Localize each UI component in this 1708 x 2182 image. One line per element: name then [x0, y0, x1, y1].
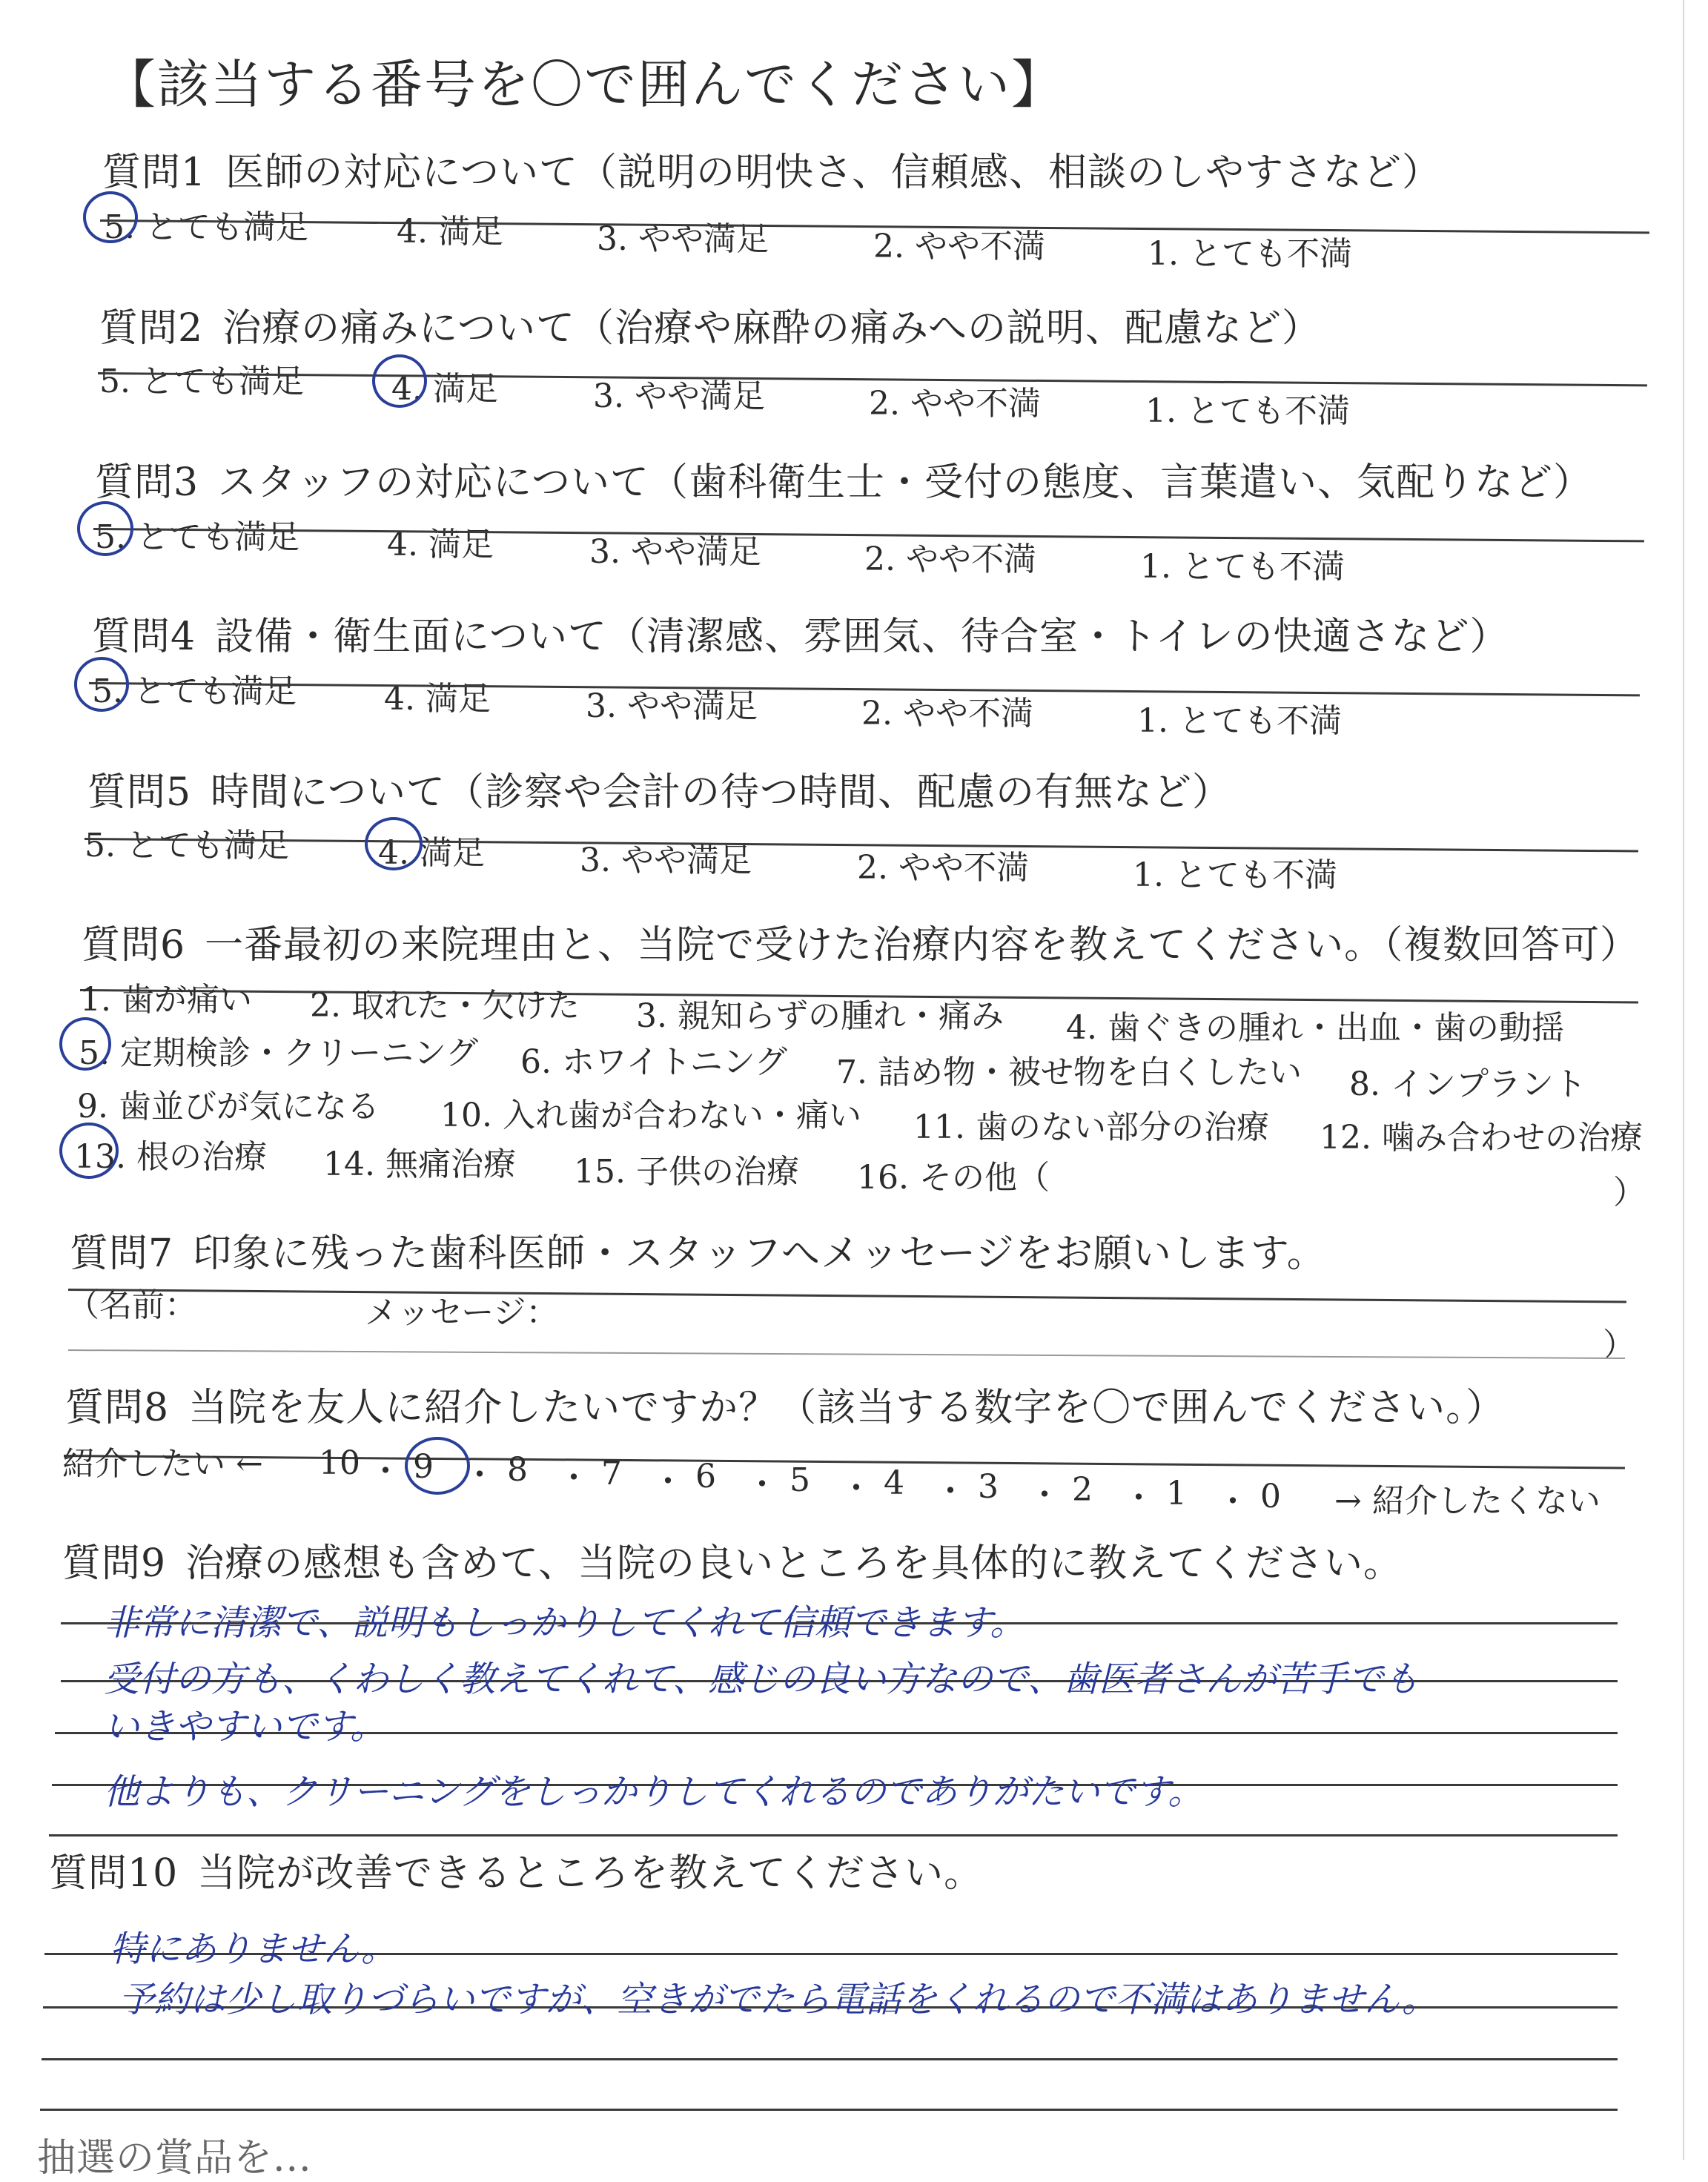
- q8-scale-3[interactable]: 3: [978, 1467, 999, 1506]
- q8-scale-separator: ・: [369, 1452, 402, 1490]
- q8-scale-10[interactable]: 10: [319, 1444, 360, 1482]
- q8-scale-9[interactable]: 9: [413, 1447, 434, 1486]
- q7-message-label: メッセージ：: [365, 1294, 559, 1332]
- q2-option-2[interactable]: 2. やや不満: [869, 385, 1041, 423]
- q9-answer-3: いきやすいです。: [104, 1706, 386, 1748]
- question-6: [82, 913, 1639, 969]
- q5-option-1[interactable]: 1. とても不満: [1133, 856, 1337, 894]
- q6-selected-circle-13: [59, 1123, 119, 1179]
- q1-option-4[interactable]: 4. 満足: [397, 213, 503, 251]
- q1-option-2[interactable]: 2. やや不満: [873, 228, 1045, 265]
- question-number: 質問6: [82, 923, 186, 968]
- q6-option-3[interactable]: 3. 親知らずの腫れ・痛み: [636, 997, 1004, 1035]
- q6-option-13[interactable]: 13. 根の治療: [74, 1138, 267, 1176]
- q5-selected-circle: [365, 817, 423, 870]
- q5-option-4[interactable]: 4. 満足: [378, 834, 485, 872]
- question-1: [102, 141, 1441, 196]
- question-text: 当院が改善できるところを教えてください。: [197, 1851, 984, 1896]
- q6-option-6[interactable]: 6. ホワイトニング: [520, 1043, 788, 1081]
- q7-message-line: [68, 1349, 1625, 1359]
- q8-scale-5[interactable]: 5: [790, 1461, 810, 1499]
- question-text: 時間について（診察や会計の待つ時間、配慮の有無など）: [211, 770, 1232, 815]
- q9-answer-4: 他よりも、クリーニングをしっかりしてくれるのでありがたいです。: [104, 1771, 1204, 1813]
- q6-option-11[interactable]: 11. 歯のない部分の治療: [913, 1108, 1269, 1146]
- q5-option-2[interactable]: 2. やや不満: [857, 849, 1029, 887]
- q8-scale-separator: ・: [840, 1469, 873, 1507]
- q8-right-label: → 紹介したくない: [1334, 1482, 1601, 1520]
- q6-option-14[interactable]: 14. 無痛治療: [323, 1145, 516, 1183]
- q5-option-5[interactable]: 5. とても満足: [85, 827, 289, 864]
- q6-option-10[interactable]: 10. 入れ歯が合わない・痛い: [440, 1097, 861, 1134]
- footer-fragment: 抽選の賞品を...: [37, 2136, 312, 2181]
- q3-selected-circle: [77, 501, 133, 556]
- question-5: [87, 761, 1231, 816]
- question-9: [62, 1532, 1403, 1587]
- question-number: 質問7: [70, 1231, 174, 1276]
- q8-scale-separator: ・: [557, 1459, 590, 1497]
- question-8: [65, 1376, 1505, 1432]
- q9-answer-2: 受付の方も、くわしく教えてくれて、感じの良い方なので、歯医者さんが苦手でも: [104, 1659, 1420, 1700]
- q3-option-1[interactable]: 1. とても不満: [1140, 548, 1345, 586]
- question-text: 治療の痛みについて（治療や麻酔の痛みへの説明、配慮など）: [222, 306, 1322, 351]
- q4-selected-circle: [74, 657, 129, 712]
- q6-close-paren: ）: [1613, 1174, 1646, 1211]
- q8-scale-4[interactable]: 4: [884, 1464, 904, 1502]
- q2-option-5[interactable]: 5. とても満足: [99, 363, 304, 400]
- question-text: 一番最初の来院理由と、当院で受けた治療内容を教えてください。（複数回答可）: [205, 923, 1640, 968]
- q8-selected-circle: [405, 1437, 470, 1495]
- q4-option-1[interactable]: 1. とても不満: [1137, 702, 1342, 740]
- q2-option-3[interactable]: 3. やや満足: [593, 377, 765, 415]
- question-7: [70, 1222, 1326, 1277]
- q4-option-2[interactable]: 2. やや不満: [861, 695, 1033, 733]
- q6-option-2[interactable]: 2. 取れた・欠けた: [310, 987, 580, 1025]
- q10-answer-1: 特にありません。: [110, 1928, 397, 1970]
- question-number: 質問10: [49, 1851, 179, 1896]
- q6-option-1[interactable]: 1. 歯が痛い: [80, 981, 252, 1019]
- q9-answer-1: 非常に清潔で、説明もしっかりしてくれて信頼できます。: [104, 1602, 1026, 1644]
- q4-option-4[interactable]: 4. 満足: [384, 680, 491, 718]
- question-number: 質問3: [95, 460, 199, 505]
- q8-scale-separator: ・: [1217, 1482, 1249, 1521]
- q8-scale-separator: ・: [463, 1455, 496, 1494]
- question-number: 質問8: [65, 1386, 170, 1430]
- page-edge: [1683, 0, 1684, 2160]
- q8-scale-separator: ・: [1122, 1479, 1155, 1517]
- q10-answer-line-3: [42, 2058, 1618, 2060]
- q4-option-3[interactable]: 3. やや満足: [586, 687, 758, 725]
- question-text: 医師の対応について（説明の明快さ、信頼感、相談のしやすさなど）: [225, 151, 1441, 195]
- question-text: 印象に残った歯科医師・スタッフへメッセージをお願いします。: [193, 1231, 1326, 1276]
- q8-scale-2[interactable]: 2: [1072, 1471, 1093, 1509]
- q2-option-1[interactable]: 1. とても不満: [1145, 392, 1350, 430]
- q6-option-8[interactable]: 8. インプラント: [1349, 1065, 1586, 1103]
- q5-option-3[interactable]: 3. やや満足: [580, 842, 752, 879]
- q8-scale-separator: ・: [934, 1472, 967, 1510]
- q3-option-4[interactable]: 4. 満足: [387, 526, 494, 563]
- question-number: 質問5: [87, 770, 192, 815]
- question-text: 治療の感想も含めて、当院の良いところを具体的に教えてください。: [185, 1541, 1403, 1586]
- q3-option-5[interactable]: 5. とても満足: [95, 518, 299, 556]
- q2-option-4[interactable]: 4. 満足: [391, 370, 498, 408]
- q8-scale-separator: ・: [652, 1462, 684, 1501]
- q9-answer-line-5: [49, 1834, 1618, 1836]
- question-number: 質問9: [62, 1541, 167, 1586]
- q8-left-label: 紹介したい ←: [62, 1445, 263, 1483]
- q8-scale-0[interactable]: 0: [1260, 1478, 1281, 1515]
- q1-selected-circle: [83, 191, 138, 243]
- q1-option-1[interactable]: 1. とても不満: [1148, 235, 1352, 273]
- q8-scale-7[interactable]: 7: [601, 1454, 622, 1492]
- q8-scale-1[interactable]: 1: [1166, 1474, 1187, 1512]
- q1-option-3[interactable]: 3. やや満足: [597, 220, 769, 258]
- question-text: 当院を友人に紹介したいですか？（該当する数字を〇で囲んでください。）: [188, 1386, 1506, 1430]
- q6-option-7[interactable]: 7. 詰め物・被せ物を白くしたい: [836, 1054, 1302, 1091]
- q8-scale-8[interactable]: 8: [507, 1451, 528, 1489]
- question-10: [49, 1842, 983, 1897]
- question-2: [99, 297, 1321, 352]
- question-number: 質問2: [99, 306, 204, 351]
- q4-option-5[interactable]: 5. とても満足: [92, 672, 297, 710]
- question-3: [95, 451, 1592, 506]
- q6-option-16[interactable]: 16. その他（: [857, 1159, 1050, 1197]
- question-text: 設備・衛生面について（清潔感、雰囲気、待合室・トイレの快適さなど）: [215, 615, 1509, 659]
- q10-answer-2: 予約は少し取りづらいですが、空きがでたら電話をくれるので不満はありません。: [119, 1979, 1437, 2020]
- q8-scale-6[interactable]: 6: [695, 1458, 716, 1495]
- q6-option-15[interactable]: 15. 子供の治療: [574, 1153, 799, 1191]
- q10-answer-line-4: [40, 2109, 1618, 2111]
- q1-option-5[interactable]: 5. とても満足: [104, 208, 308, 246]
- q6-option-5[interactable]: 5. 定期検診・クリーニング: [79, 1034, 479, 1072]
- q8-scale-separator: ・: [1028, 1475, 1061, 1514]
- q6-option-9[interactable]: 9. 歯並びが気になる: [77, 1088, 380, 1125]
- page-title: 【該当する番号を〇で囲んでください】: [104, 54, 1065, 115]
- q7-close-paren: ）: [1603, 1326, 1635, 1364]
- q7-header-line: [68, 1289, 1626, 1303]
- question-number: 質問1: [102, 151, 207, 195]
- q6-option-12[interactable]: 12. 噛み合わせの治療: [1320, 1119, 1643, 1157]
- question-text: スタッフの対応について（歯科衛生士・受付の態度、言葉遣い、気配りなど）: [218, 460, 1593, 505]
- q3-option-2[interactable]: 2. やや不満: [864, 540, 1036, 578]
- question-number: 質問4: [92, 615, 196, 659]
- q7-name-label: （名前：: [67, 1286, 197, 1324]
- q2-selected-circle: [372, 354, 427, 408]
- q6-selected-circle-5: [59, 1017, 111, 1071]
- q6-option-4[interactable]: 4. 歯ぐきの腫れ・出血・歯の動揺: [1066, 1009, 1564, 1047]
- q8-scale-separator: ・: [746, 1466, 778, 1504]
- q3-option-3[interactable]: 3. やや満足: [589, 533, 761, 571]
- question-4: [92, 605, 1509, 661]
